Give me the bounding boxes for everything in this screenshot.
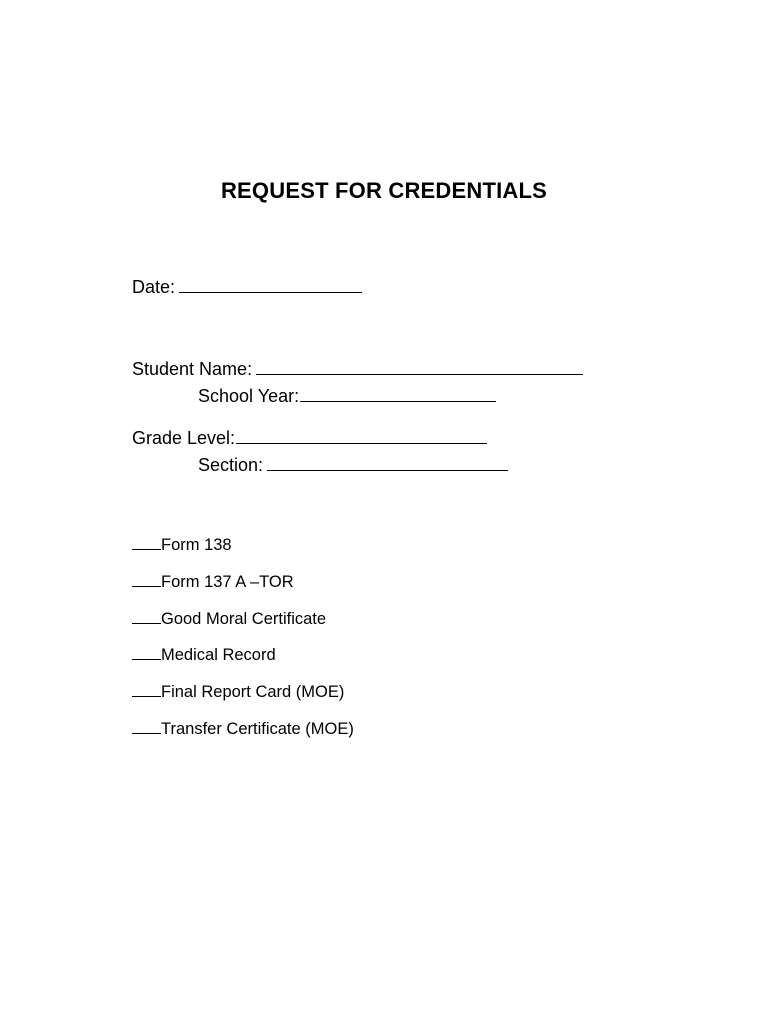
list-item <box>132 534 232 556</box>
document-title: REQUEST FOR CREDENTIALS <box>220 178 548 203</box>
section-field[interactable] <box>267 453 508 471</box>
date-field[interactable] <box>179 275 362 293</box>
checkbox-blank[interactable] <box>132 681 161 697</box>
grade-level-row <box>132 426 487 450</box>
date-label: Date: <box>132 277 176 297</box>
school-year-field[interactable] <box>300 384 496 402</box>
checkbox-blank[interactable] <box>132 534 161 550</box>
student-name-label: Student Name: <box>132 359 253 379</box>
student-name-row <box>132 357 583 381</box>
list-item <box>132 608 326 630</box>
section-label: Section: <box>198 455 264 475</box>
school-year-row <box>198 384 496 408</box>
list-item <box>132 571 294 593</box>
list-item <box>132 644 276 666</box>
credential-label: Form 137 A –TOR <box>161 573 294 591</box>
credential-label: Good Moral Certificate <box>161 610 327 628</box>
grade-level-field[interactable] <box>236 426 487 444</box>
credential-label: Medical Record <box>161 646 276 664</box>
section-row <box>198 453 508 477</box>
credential-label: Form 138 <box>161 536 232 554</box>
credential-label: Transfer Certificate (MOE) <box>161 720 354 738</box>
checkbox-blank[interactable] <box>132 608 161 624</box>
checkbox-blank[interactable] <box>132 571 161 587</box>
grade-level-label: Grade Level: <box>132 428 236 448</box>
credential-label: Final Report Card (MOE) <box>161 683 345 701</box>
checkbox-blank[interactable] <box>132 718 161 734</box>
checkbox-blank[interactable] <box>132 644 161 660</box>
school-year-label: School Year: <box>198 386 300 406</box>
list-item <box>132 718 354 740</box>
student-name-field[interactable] <box>256 357 583 375</box>
list-item <box>132 681 344 703</box>
date-row <box>132 275 362 299</box>
